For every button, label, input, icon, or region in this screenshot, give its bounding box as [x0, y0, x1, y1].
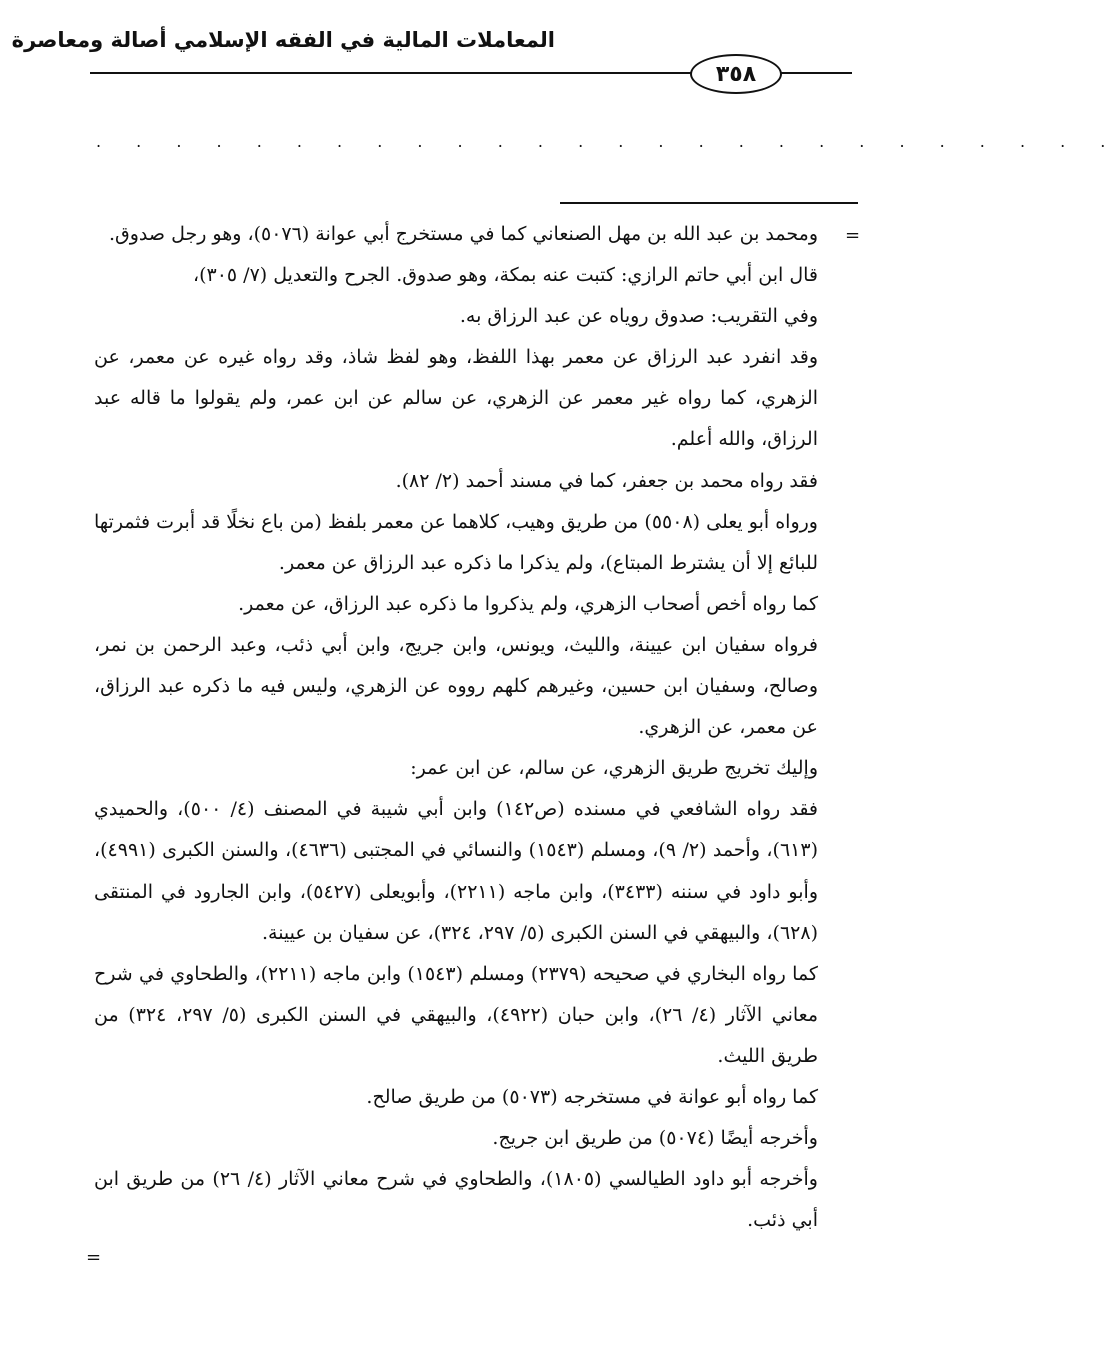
continuation-mark-bottom: =: [86, 1247, 102, 1268]
page-number: ٣٥٨: [715, 61, 757, 87]
continuation-mark-top: =: [845, 225, 861, 246]
paragraph: وإليك تخريج طريق الزهري، عن سالم، عن ابن عمر:: [410, 757, 818, 780]
footnote-text: [94, 214, 818, 1241]
paragraph: وقد انفرد عبد الرزاق عن معمر بهذا اللفظ، وهو لفظ شاذ، وقد رواه غيره عن معمر، عن الزهري، كما رواه غير معمر عن الزهري، عن سالم عن ابن عمر، ولم يقولوا ما قاله عبد الرزاق، والله أعلم.: [94, 346, 818, 451]
paragraph: ومحمد بن عبد الله بن مهل الصنعاني كما في مستخرج أبي عوانة (٥٠٧٦)، وهو رجل صدوق.: [108, 223, 818, 245]
paragraph: كما رواه البخاري في صحيحه (٢٣٧٩) ومسلم (١٥٤٣) وابن ماجه (٢٢١١)، والطحاوي في شرح معاني الآثار (٤/ ٢٦)، وابن حبان (٤٩٢٢)، والبيهقي في السنن الكبرى (٥/ ٢٩٧، ٣٢٤) من طريق الليث.: [94, 962, 819, 1067]
running-header-title: المعاملات المالية في الفقه الإسلامي أصالة ومعاصرة: [11, 28, 555, 52]
footnote-rule: [560, 202, 858, 204]
page-number-badge: [690, 54, 782, 94]
paragraph: وأخرجه أبو داود الطيالسي (١٨٠٥)، والطحاوي في شرح معاني الآثار (٤/ ٢٦) من طريق ابن أبي ذئب.: [94, 1168, 818, 1232]
paragraph: ورواه أبو يعلى (٥٥٠٨) من طريق وهيب، كلاهما عن معمر بلفظ (من باع نخلًا قد أبرت فثمرتها للبائع إلا أن يشترط المبتاع)، ولم يذكرا ما ذكره عبد الرزاق عن معمر.: [94, 510, 818, 574]
paragraph: فرواه سفيان ابن عيينة، والليث، ويونس، وابن جريج، وابن أبي ذئب، وعبد الرحمن بن نمر، وصالح، وسفيان ابن حسين، وغيرهم كلهم رووه عن الزهري، وليس فيه ما ذكره عبد الرزاق، عن معمر، عن الزهري.: [94, 633, 818, 739]
paragraph: قال ابن أبي حاتم الرازي: كتبت عنه بمكة، وهو صدوق. الجرح والتعديل (٧/ ٣٠٥)،: [192, 264, 818, 287]
separator-dots: . . . . . . . . . . . . . . . . . . . . . . . . . .: [96, 132, 1120, 151]
paragraph: وفي التقريب: صدوق روياه عن عبد الرزاق به.: [459, 305, 818, 328]
paragraph: كما رواه أخص أصحاب الزهري، ولم يذكروا ما ذكره عبد الرزاق، عن معمر.: [238, 592, 818, 615]
paragraph: وأخرجه أيضًا (٥٠٧٤) من طريق ابن جريج.: [492, 1127, 818, 1150]
paragraph: فقد رواه الشافعي في مسنده (ص١٤٢) وابن أبي شيبة في المصنف (٤/ ٥٠٠)، والحميدي (٦١٣)، وأحمد (٢/ ٩)، ومسلم (١٥٤٣) والنسائي في المجتبى (٤٦٣٦)، والسنن الكبرى (٤٩٩١)، وأبو داود في سننه (٣٤٣٣)، وابن ماجه (٢٢١١)، وأبويعلى (٥٤٢٧)، وابن الجارود في المنتقى (٦٢٨)، والبيهقي في السنن الكبرى (٥/ ٢٩٧، ٣٢٤)، عن سفيان بن عيينة.: [94, 798, 819, 944]
paragraph: كما رواه أبو عوانة في مستخرجه (٥٠٧٣) من طريق صالح.: [366, 1085, 818, 1108]
paragraph: فقد رواه محمد بن جعفر، كما في مسند أحمد (٢/ ٨٢).: [395, 469, 818, 492]
